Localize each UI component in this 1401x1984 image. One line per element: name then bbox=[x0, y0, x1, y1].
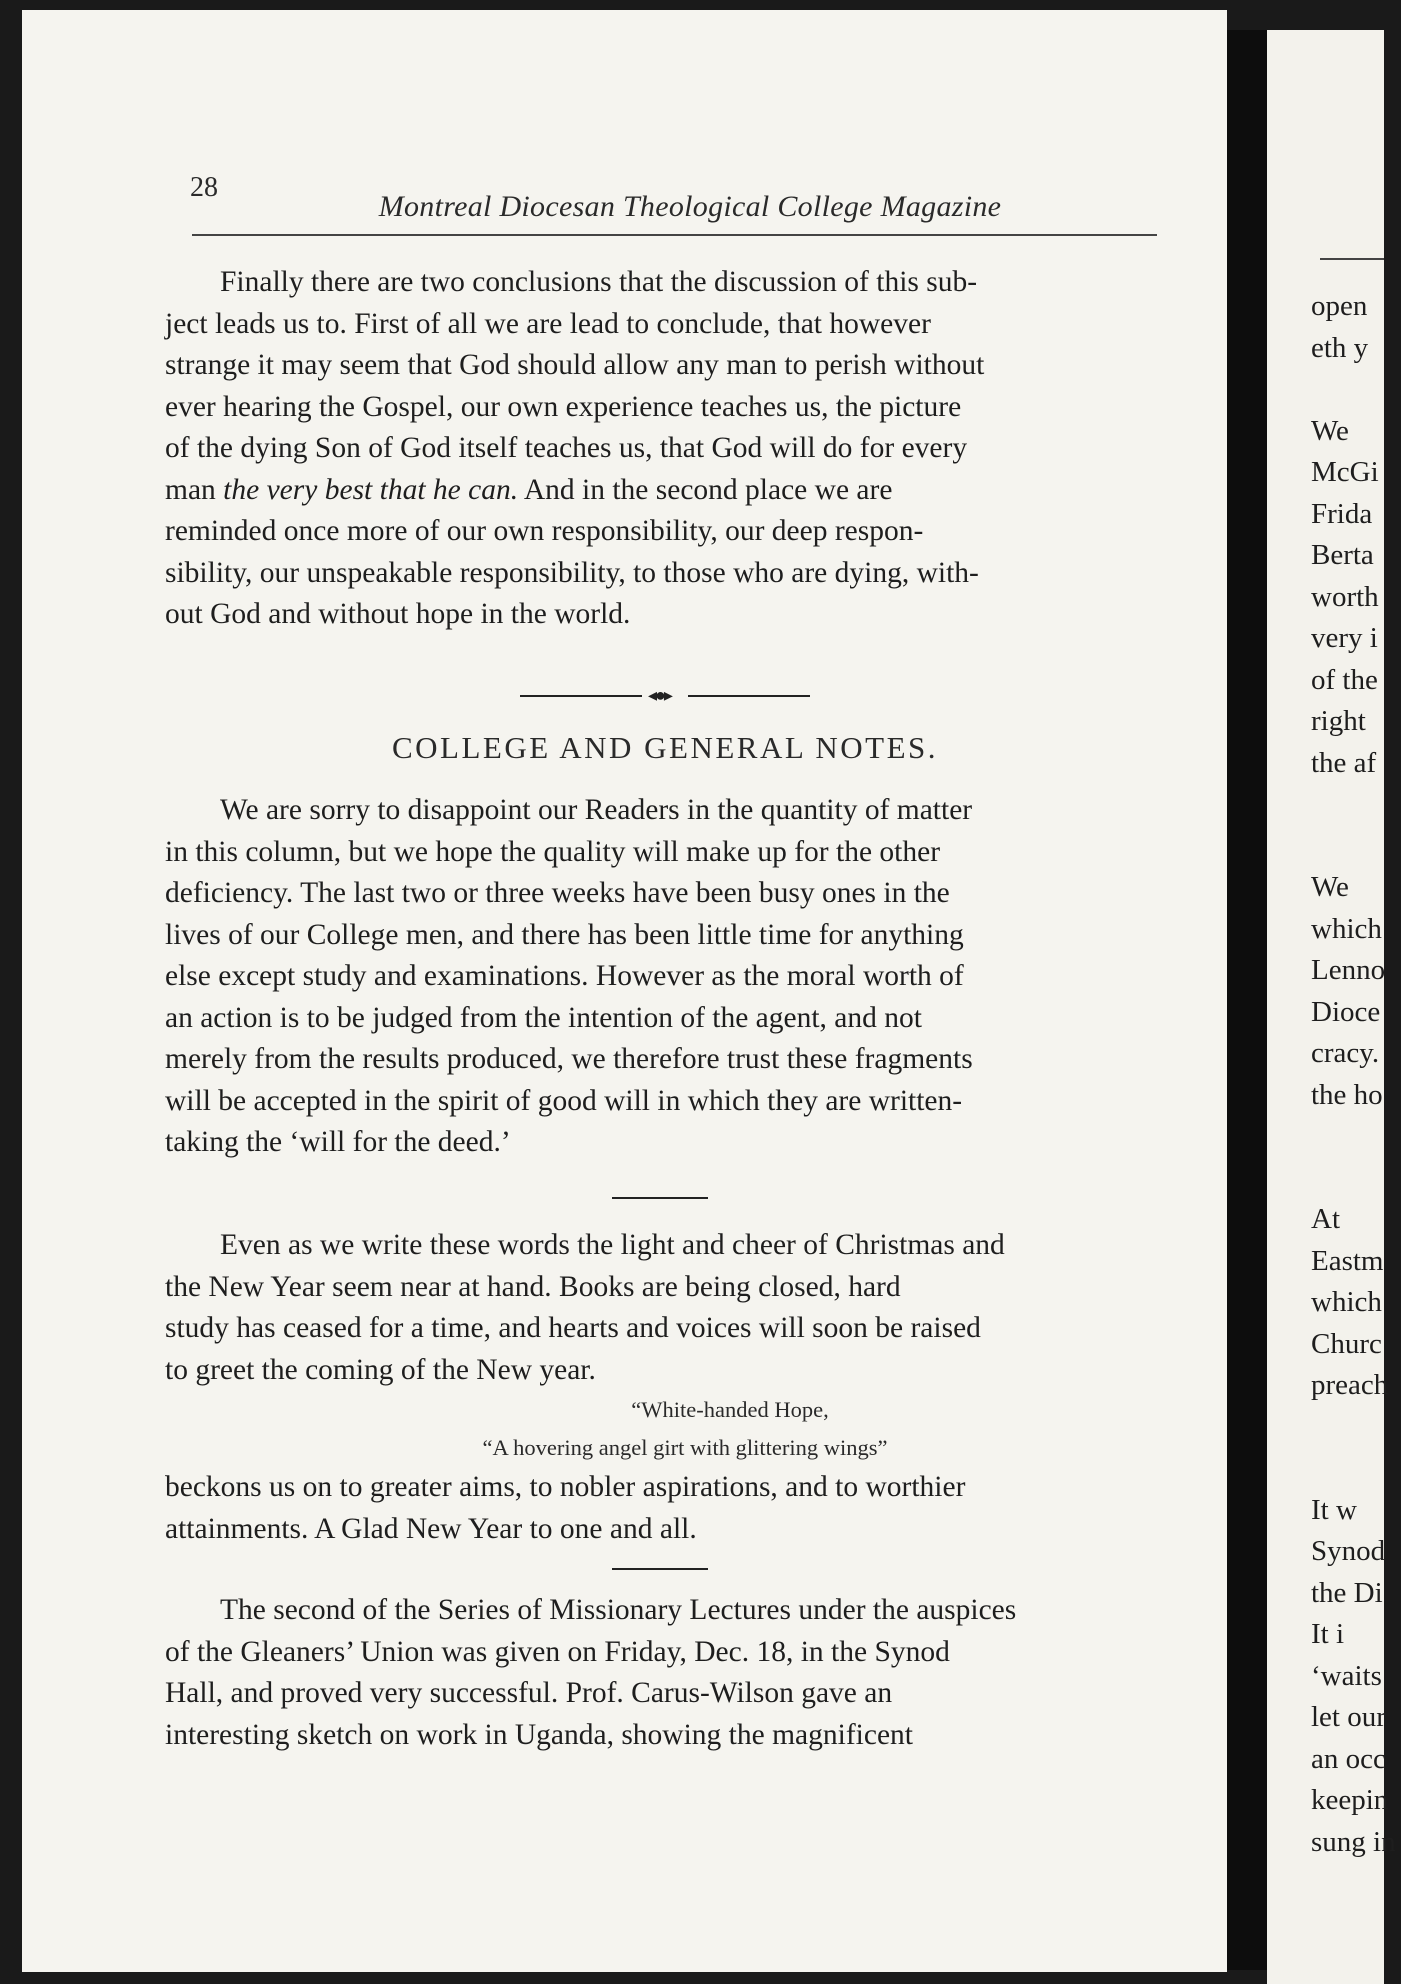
book-gutter bbox=[1227, 30, 1267, 1970]
notes-paragraph-2 bbox=[165, 1225, 1165, 1550]
text-line: strange it may seem that God should allow any man to perish without bbox=[165, 349, 985, 381]
separator-rule bbox=[612, 1568, 708, 1570]
right-text-fragment bbox=[1311, 1116, 1401, 1158]
text-line: attainments. A Glad New Year to one and all. bbox=[165, 1512, 697, 1545]
text-line: sibility, our unspeakable responsibility, to those who are dying, with- bbox=[165, 556, 979, 589]
right-text-fragment: We bbox=[1311, 414, 1349, 447]
right-text-fragment: We bbox=[1311, 871, 1349, 903]
text-span: man bbox=[165, 473, 224, 506]
right-text-fragment: ‘waits bbox=[1311, 1659, 1382, 1692]
right-text-fragment: Dioce bbox=[1311, 995, 1381, 1028]
right-text-fragment: of the bbox=[1311, 663, 1378, 696]
text-line: Even as we write these words the light and cheer of Christmas and bbox=[220, 1229, 1005, 1261]
right-text-fragment: Frida bbox=[1311, 497, 1373, 530]
right-text-fragment: right bbox=[1311, 705, 1366, 737]
right-text-fragment: the af bbox=[1311, 746, 1377, 779]
ornament-rule-left bbox=[520, 695, 642, 697]
text-line: an action is to be judged from the intention of the agent, and not bbox=[165, 1001, 922, 1034]
right-text-fragment bbox=[1311, 369, 1401, 411]
closing-paragraph bbox=[165, 262, 1165, 636]
running-head: Montreal Diocesan Theological College Magazine bbox=[378, 190, 1002, 223]
separator-rule bbox=[612, 1197, 708, 1199]
right-text-fragment: the Di bbox=[1311, 1576, 1383, 1609]
text-line: reminded once more of our own responsibility, our deep respon- bbox=[165, 515, 924, 547]
right-text-fragment: At bbox=[1311, 1203, 1340, 1235]
text-line: merely from the results produced, we therefore trust these fragments bbox=[165, 1043, 973, 1075]
right-text-fragment: McGi bbox=[1311, 456, 1379, 488]
text-line: else except study and examinations. However as the moral worth of bbox=[165, 960, 964, 992]
section-heading: COLLEGE AND GENERAL NOTES. bbox=[391, 730, 939, 765]
text-line: the New Year seem near at hand. Books are being closed, hard bbox=[165, 1270, 901, 1303]
right-text-fragment bbox=[1311, 826, 1401, 868]
quote-line: “White-handed Hope, bbox=[631, 1397, 829, 1422]
text-line: The second of the Series of Missionary Lectures under the auspices bbox=[220, 1594, 1017, 1626]
notes-paragraph-3 bbox=[165, 1590, 1165, 1756]
right-text-fragment: Churc bbox=[1311, 1327, 1382, 1360]
text-line: to greet the coming of the New year. bbox=[165, 1353, 596, 1386]
section-ornament bbox=[520, 685, 810, 705]
text-line: ever hearing the Gospel, our own experience teaches us, the picture bbox=[165, 390, 962, 423]
text-line bbox=[165, 470, 1165, 512]
text-line: study has ceased for a time, and hearts and voices will soon be raised bbox=[165, 1312, 981, 1344]
right-text-fragment: It w bbox=[1311, 1493, 1357, 1526]
right-text-fragment: cracy. bbox=[1311, 1037, 1380, 1069]
text-line: of the dying Son of God itself teaches us, that God will do for every bbox=[165, 432, 968, 464]
header-rule bbox=[192, 234, 1157, 236]
right-text-fragment: It i bbox=[1311, 1618, 1345, 1650]
text-line: taking the ‘will for the deed.’ bbox=[165, 1126, 511, 1158]
right-text-fragment: open bbox=[1311, 290, 1368, 322]
notes-paragraph-1 bbox=[165, 790, 1165, 1164]
right-text-fragment: Eastm bbox=[1311, 1244, 1384, 1277]
ornament-rule-right bbox=[688, 695, 810, 697]
text-line: lives of our College men, and there has been little time for anything bbox=[165, 918, 964, 951]
right-text-fragment: sung in bbox=[1311, 1825, 1396, 1858]
text-line: Finally there are two conclusions that the discussion of this sub- bbox=[220, 266, 978, 298]
right-text-fragment: which bbox=[1311, 1286, 1382, 1318]
text-line: in this column, but we hope the quality will make up for the other bbox=[165, 835, 941, 868]
right-text-fragment: keepin bbox=[1311, 1784, 1389, 1816]
text-line: out God and without hope in the world. bbox=[165, 598, 631, 630]
right-text-fragment: worth bbox=[1311, 580, 1379, 613]
text-line: of the Gleaners’ Union was given on Friday, Dec. 18, in the Synod bbox=[165, 1635, 950, 1668]
ornament-center: ◂●▸ bbox=[648, 685, 671, 705]
right-text-fragment: which bbox=[1311, 912, 1382, 945]
text-span: And in the second place we are bbox=[518, 473, 893, 506]
right-text-fragment bbox=[1311, 1158, 1401, 1200]
text-line: Hall, and proved very successful. Prof. Carus-Wilson gave an bbox=[165, 1677, 893, 1709]
right-text-fragment: Synod bbox=[1311, 1535, 1386, 1567]
right-text-fragment: Berta bbox=[1311, 539, 1374, 571]
right-text-fragment: very i bbox=[1311, 622, 1378, 654]
right-text-fragment: Lenno bbox=[1311, 954, 1386, 986]
right-text-fragment bbox=[1311, 1407, 1401, 1449]
right-text-fragment: preach bbox=[1311, 1369, 1389, 1401]
text-line: ject leads us to. First of all we are lead to conclude, that however bbox=[165, 307, 931, 340]
text-line: will be accepted in the spirit of good will in which they are written- bbox=[165, 1084, 963, 1117]
italic-phrase: the very best that he can. bbox=[223, 473, 519, 506]
right-header-rule bbox=[1320, 258, 1384, 260]
right-page bbox=[1267, 30, 1396, 1984]
right-text-fragment: an occ bbox=[1311, 1742, 1386, 1775]
right-text-fragment bbox=[1311, 1448, 1401, 1490]
right-page-text bbox=[1311, 286, 1401, 1863]
right-text-fragment bbox=[1311, 784, 1401, 826]
poem-quote bbox=[165, 1391, 1165, 1467]
right-text-fragment: eth y bbox=[1311, 331, 1369, 364]
text-line: We are sorry to disappoint our Readers in the quantity of matter bbox=[220, 794, 973, 826]
text-line: interesting sketch on work in Uganda, showing the magnificent bbox=[165, 1718, 913, 1751]
page-number: 28 bbox=[190, 172, 218, 203]
right-text-fragment: the ho bbox=[1311, 1078, 1383, 1111]
text-line: deficiency. The last two or three weeks have been busy ones in the bbox=[165, 877, 950, 909]
text-line: beckons us on to greater aims, to nobler aspirations, and to worthier bbox=[165, 1471, 966, 1503]
quote-line: “A hovering angel girt with glittering wings” bbox=[482, 1435, 888, 1460]
right-text-fragment: let our bbox=[1311, 1701, 1386, 1733]
